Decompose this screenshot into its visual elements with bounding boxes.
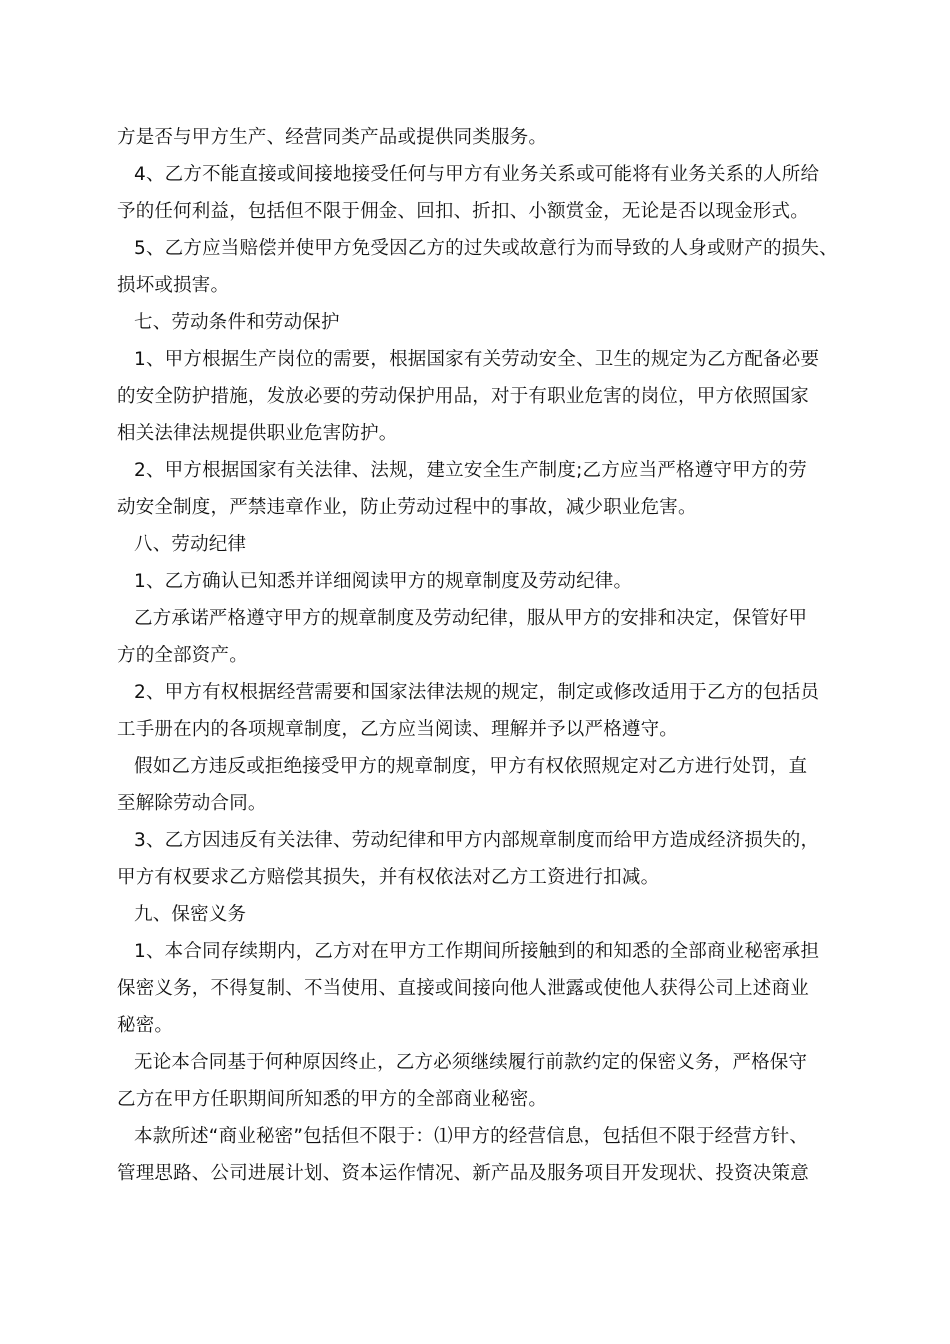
section-heading: 九、保密义务 xyxy=(134,904,247,925)
text-line: 无论本合同基于何种原因终止，乙方必须继续履行前款约定的保密义务，严格保守 xyxy=(134,1052,808,1073)
text-line: 管理思路、公司进展计划、资本运作情况、新产品及服务项目开发现状、投资决策意 xyxy=(117,1163,809,1184)
text-line: 4、乙方不能直接或间接地接受任何与甲方有业务关系或可能将有业务关系的人所给 xyxy=(134,164,820,185)
text-line: 1、本合同存续期内，乙方对在甲方工作期间所接触到的和知悉的全部商业秘密承担 xyxy=(134,941,820,962)
section-heading: 七、劳动条件和劳动保护 xyxy=(134,312,340,333)
section-heading: 八、劳动纪律 xyxy=(134,534,247,555)
text-line: 予的任何利益，包括但不限于佣金、回扣、折扣、小额赏金，无论是否以现金形式。 xyxy=(117,201,809,222)
text-line: 方的全部资产。 xyxy=(117,645,248,666)
text-line: 本款所述“商业秘密”包括但不限于：⑴甲方的经营信息，包括但不限于经营方针、 xyxy=(134,1126,809,1147)
text-line: 1、甲方根据生产岗位的需要，根据国家有关劳动安全、卫生的规定为乙方配备必要 xyxy=(134,349,820,370)
text-line: 的安全防护措施，发放必要的劳动保护用品，对于有职业危害的岗位，甲方依照国家 xyxy=(117,386,809,407)
text-line: 3、乙方因违反有关法律、劳动纪律和甲方内部规章制度而给甲方造成经济损失的， xyxy=(134,830,820,851)
text-line: 损坏或损害。 xyxy=(117,275,230,296)
text-line: 乙方在甲方任职期间所知悉的甲方的全部商业秘密。 xyxy=(117,1089,548,1110)
text-line: 相关法律法规提供职业危害防护。 xyxy=(117,423,398,444)
text-line: 2、甲方根据国家有关法律、法规，建立安全生产制度;乙方应当严格遵守甲方的劳 xyxy=(134,460,807,481)
text-line: 工手册在内的各项规章制度，乙方应当阅读、理解并予以严格遵守。 xyxy=(117,719,679,740)
text-line: 保密义务，不得复制、不当使用、直接或间接向他人泄露或使他人获得公司上述商业 xyxy=(117,978,809,999)
text-line: 甲方有权要求乙方赔偿其损失，并有权依法对乙方工资进行扣减。 xyxy=(117,867,660,888)
text-line: 2、甲方有权根据经营需要和国家法律法规的规定，制定或修改适用于乙方的包括员 xyxy=(134,682,820,703)
text-line: 动安全制度，严禁违章作业，防止劳动过程中的事故，减少职业危害。 xyxy=(117,497,697,518)
text-line: 5、乙方应当赔偿并使甲方免受因乙方的过失或故意行为而导致的人身或财产的损失、 xyxy=(134,238,838,259)
text-line: 至解除劳动合同。 xyxy=(117,793,267,814)
text-line: 假如乙方违反或拒绝接受甲方的规章制度，甲方有权依照规定对乙方进行处罚，直 xyxy=(134,756,808,777)
text-line: 乙方承诺严格遵守甲方的规章制度及劳动纪律，服从甲方的安排和决定，保管好甲 xyxy=(134,608,808,629)
text-line: 方是否与甲方生产、经营同类产品或提供同类服务。 xyxy=(117,127,548,148)
text-line: 1、乙方确认已知悉并详细阅读甲方的规章制度及劳动纪律。 xyxy=(134,571,633,592)
text-line: 秘密。 xyxy=(117,1015,174,1036)
